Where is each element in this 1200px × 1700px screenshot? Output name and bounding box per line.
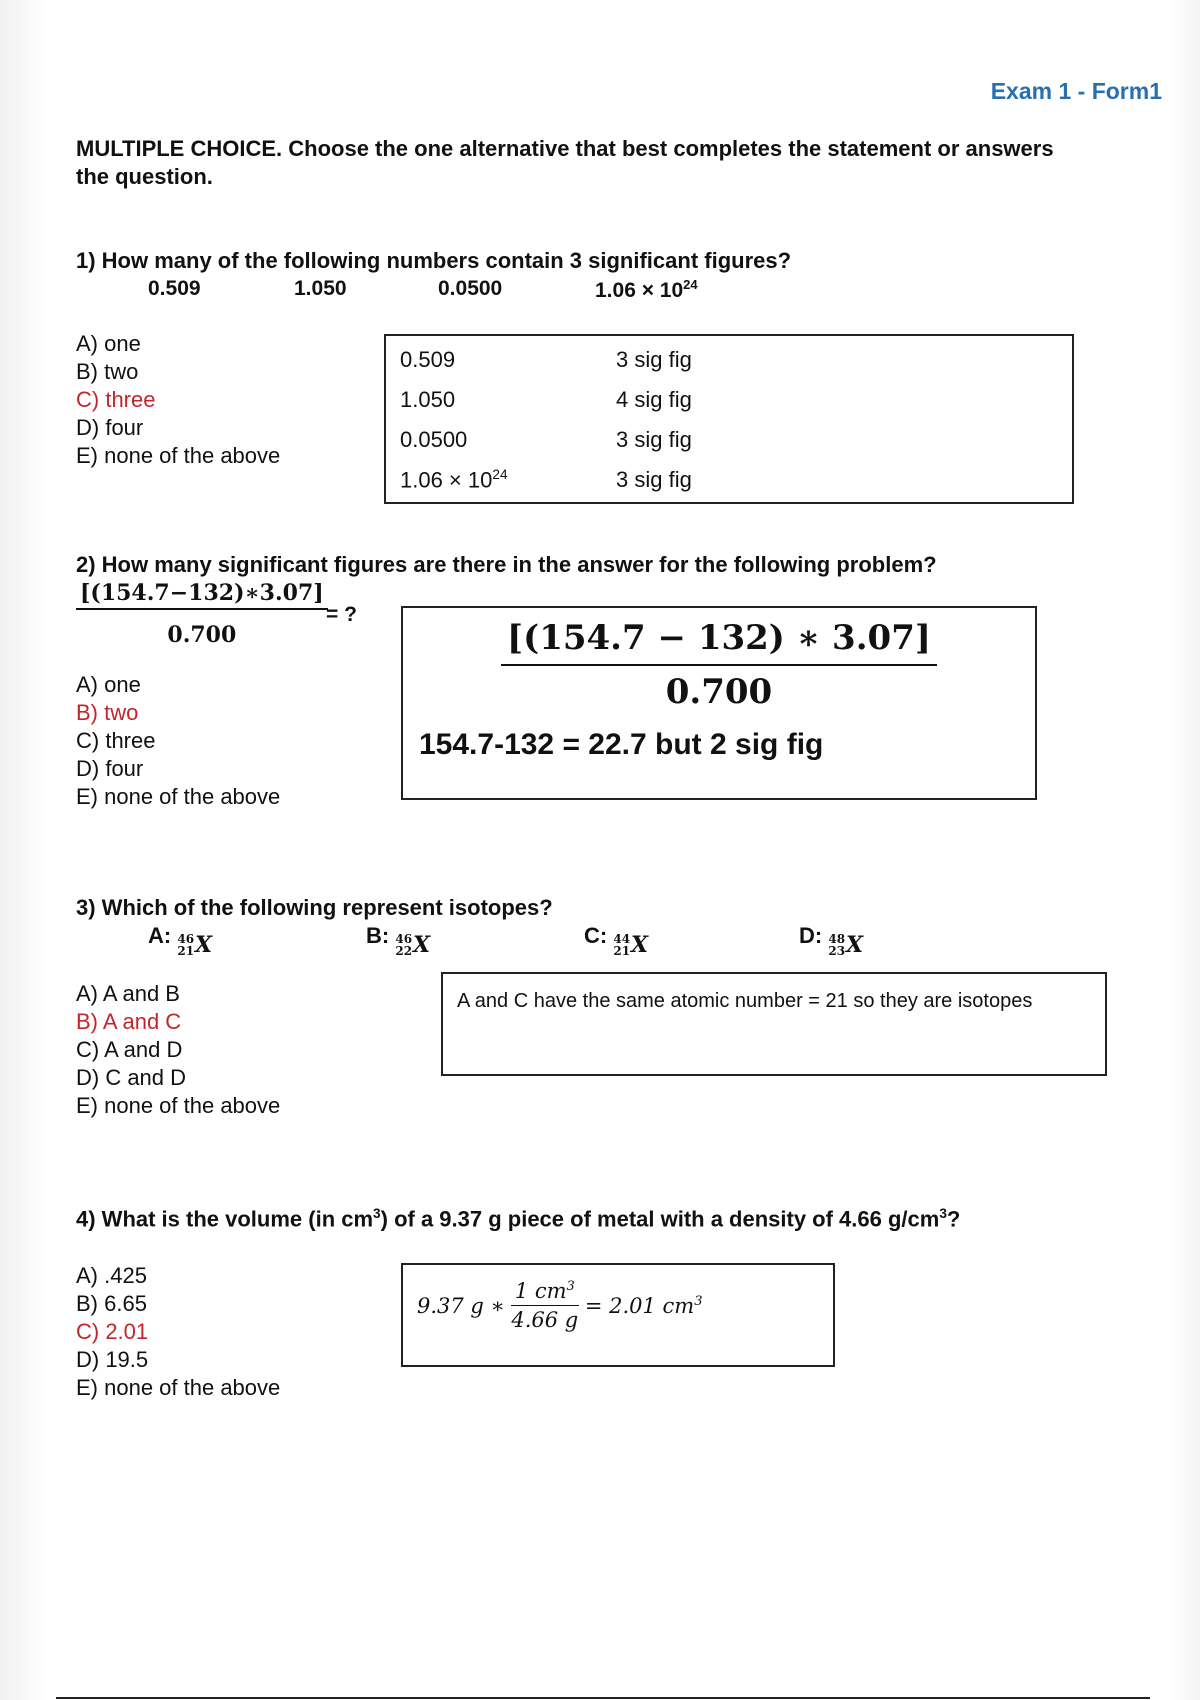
q3-option-a[interactable]: A) A and B: [76, 981, 180, 1006]
q1-table-sig: 3 sig fig: [616, 427, 692, 452]
q3-explanation: A and C have the same atomic number = 21 so they are isotopes: [457, 990, 1033, 1012]
q3-choice-a: A: 46 21 X: [148, 923, 213, 958]
q1-answer-box: [384, 334, 1074, 504]
table-row: [400, 460, 692, 500]
q4-option-a[interactable]: A) .425: [76, 1263, 147, 1288]
q2-denominator: 0.700: [167, 622, 237, 648]
q3-choice-b: B: 46 22 X: [366, 923, 431, 958]
q3-option-e[interactable]: E) none of the above: [76, 1093, 281, 1118]
q2-box-numerator: [(154.7 − 132) ∗ 3.07]: [501, 618, 937, 666]
q1-option-c-correct[interactable]: C) three: [76, 387, 156, 412]
q1-options: [76, 330, 280, 470]
q1-table-value: $1.06 \times 10^{24}$: [400, 466, 508, 493]
q1-table-value: 0.509: [400, 347, 456, 372]
q3-options: [76, 980, 280, 1120]
q2-equals: = ?: [326, 603, 357, 626]
q1-number-2: 1.050: [294, 277, 347, 300]
q1-sigfig-table: [400, 340, 692, 500]
q3-choice-d: D: 48 23 X: [799, 923, 864, 958]
q4-option-c-correct[interactable]: C) 2.01: [76, 1319, 149, 1344]
q2-expression: [76, 580, 328, 648]
table-row: [400, 340, 692, 380]
q1-table-value: 1.050: [400, 387, 456, 412]
q1-table-sig: 4 sig fig: [616, 387, 692, 412]
q2-option-c[interactable]: C) three: [76, 728, 156, 753]
nuclide-symbol-b: 46 22 X: [395, 932, 431, 958]
q1-table-sig: 3 sig fig: [616, 347, 692, 372]
q4-box-equation: [417, 1279, 703, 1332]
q4-options: [76, 1262, 280, 1402]
q2-fraction: [76, 580, 328, 648]
table-row: [400, 380, 692, 420]
q2-box-note: 154.7-132 = 22.7 but 2 sig fig: [419, 728, 824, 761]
q4-option-b[interactable]: B) 6.65: [76, 1291, 147, 1316]
q1-title: 1) How many of the following numbers contain 3 significant figures?: [76, 248, 792, 273]
q2-box-denominator: 0.700: [665, 672, 773, 712]
q4-option-e[interactable]: E) none of the above: [76, 1375, 281, 1400]
q2-options: [76, 671, 280, 811]
q3-title: 3) Which of the following represent isotopes?: [76, 895, 553, 920]
q1-table-value: 0.0500: [400, 427, 468, 452]
q1-number-1: 0.509: [148, 277, 201, 300]
q4-box-lhs: 9.37 g ∗: [417, 1293, 505, 1318]
q3-option-d[interactable]: D) C and D: [76, 1065, 187, 1090]
q1-number-3: 0.0500: [438, 277, 503, 300]
nuclide-symbol-d: 48 23 X: [828, 932, 864, 958]
q2-option-d[interactable]: D) four: [76, 756, 144, 781]
q1-option-e[interactable]: E) none of the above: [76, 443, 281, 468]
q4-box-denominator: 4.66 g: [511, 1308, 579, 1332]
q1-option-d[interactable]: D) four: [76, 415, 144, 440]
q4-box-fraction: [511, 1279, 579, 1332]
q2-option-a[interactable]: A) one: [76, 672, 141, 697]
q2-option-b-correct[interactable]: B) two: [76, 700, 139, 725]
q4-title: 4) What is the volume (in $cm^3$) of a 9.37 g piece of metal with a density of 4.66 $g/cm^3$?: [76, 1206, 961, 1232]
page-bottom-rule: [56, 1697, 1150, 1699]
page-margin-right: [1170, 0, 1200, 1700]
q2-box-expression: [403, 618, 1035, 712]
q1-number-4: $1.06 \times 10^{24}$: [595, 277, 698, 302]
q4-answer-box: [401, 1263, 835, 1367]
q4-box-numerator: 1 $cm^3$: [511, 1279, 579, 1306]
q2-option-e[interactable]: E) none of the above: [76, 784, 281, 809]
q1-option-a[interactable]: A) one: [76, 331, 141, 356]
page-margin-left: [0, 0, 48, 1700]
q2-title: 2) How many significant figures are there in the answer for the following problem?: [76, 552, 937, 577]
q3-option-b-correct[interactable]: B) A and C: [76, 1009, 182, 1034]
exam-title: Exam 1 - Form1: [990, 78, 1162, 104]
q4-option-d[interactable]: D) 19.5: [76, 1347, 149, 1372]
nuclide-symbol-a: 46 21 X: [177, 932, 213, 958]
table-row: [400, 420, 692, 460]
q1-table-sig: 3 sig fig: [616, 467, 692, 492]
q3-option-c[interactable]: C) A and D: [76, 1037, 183, 1062]
q2-numerator: [(154.7−132)∗3.07]: [76, 580, 328, 610]
q4-box-rhs: = 2.01 $cm^3$: [584, 1293, 703, 1318]
q3-answer-box: [441, 972, 1107, 1076]
q2-box-fraction: [501, 618, 937, 712]
q3-choice-c: C: 44 21 X: [584, 923, 649, 958]
q2-answer-box: [401, 606, 1037, 800]
nuclide-symbol-c: 44 21 X: [613, 932, 649, 958]
q1-option-b[interactable]: B) two: [76, 359, 139, 384]
instructions: MULTIPLE CHOICE. Choose the one alternative that best completes the statement or answers the question.: [76, 136, 1054, 189]
